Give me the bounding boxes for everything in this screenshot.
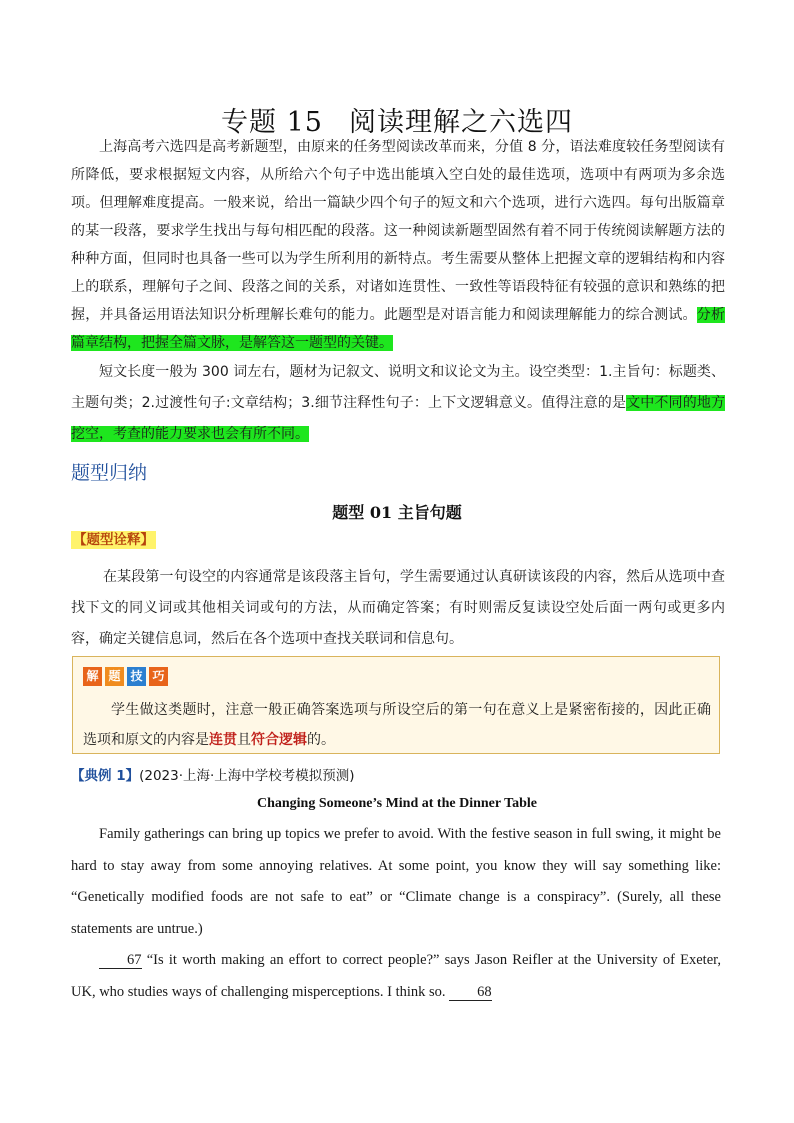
tip-badge-char: 巧 (149, 667, 168, 686)
article-title: Changing Someone’s Mind at the Dinner Table (256, 796, 538, 811)
tip-text-end: 的。 (307, 732, 335, 748)
example-label: 【典例 1】 (71, 768, 140, 784)
tip-text-before: 学生做这类题时，注意一般正确答案选项与所设空后的第一句在意义上是紧密衔接的，因此正确选项和原文的内容是 (83, 702, 711, 748)
length-highlight: 文中不同的地方挖空，考查的能力要求也会有所不同。 (71, 395, 726, 442)
article-paragraph-1: Family gatherings can bring up topics we prefer to avoid. With the festive season in full swing, it might be hard to stay away from some annoying relatives. At some point, you know they will say something like: “Genetically modified foods are not safe to eat” or “Climate change is a conspiracy”. (Surely, all these statements are untrue.) (71, 826, 721, 937)
type-explain-tag: 【题型诠释】 (73, 532, 154, 548)
type-title: 题型 01 主旨句题 (332, 503, 462, 522)
tip-badge-char: 技 (127, 667, 146, 686)
tip-text-mid: 且 (237, 732, 251, 748)
tip-red-logical: 符合逻辑 (251, 732, 307, 748)
intro-highlight: 分析篇章结构，把握全篇文脉，是解答这一题型的关键。 (71, 307, 726, 351)
answer-blank-68[interactable]: 68 (449, 984, 492, 1001)
intro-paragraph (71, 133, 725, 357)
title-part1: 专题 15 (221, 107, 323, 138)
example-source: (2023·上海·上海中学校考模拟预测) (139, 768, 355, 784)
example-line (71, 764, 355, 784)
article-paragraph-2 (71, 945, 721, 1008)
title-part2: 阅读理解之六选四 (348, 107, 573, 138)
tip-box (72, 656, 720, 754)
tip-badge-char: 解 (83, 667, 102, 686)
answer-blank-67[interactable]: 67 (99, 952, 142, 969)
length-paragraph (71, 357, 725, 450)
length-text: 短文长度一般为 300 词左右，题材为记叙文、说明文和议论文为主。设空类型：1.主旨句：标题类、主题句类；2.过渡性句子:文章结构；3.细节注释性句子：上下文逻辑意义。值得注意的是 (71, 364, 725, 411)
explain-paragraph: 在某段第一句设空的内容通常是该段落主旨句，学生需要通过认真研读该段的内容，然后从选项中查找下文的同义词或其他相关词或句的方法，从而确定答案；有时则需反复读设空处后面一两句或更多内容，确定关键信息词，然后在各个选项中查找关联词和信息句。 (71, 569, 725, 647)
tip-red-coherent: 连贯 (209, 732, 237, 748)
tip-badge (83, 667, 168, 686)
tip-text (83, 695, 711, 755)
article-paragraph-2-text: “Is it worth making an effort to correct people?” says Jason Reifler at the University of Exeter, UK, who studies ways of challenging misperceptions. I think so. (71, 952, 722, 1000)
section-heading: 题型归纳 (71, 462, 148, 484)
tip-badge-char: 题 (105, 667, 124, 686)
intro-text: 上海高考六选四是高考新题型，由原来的任务型阅读改革而来，分值 8 分，语法难度较任务型阅读有所降低，要求根据短文内容，从所给六个句子中选出能填入空白处的最佳选项，选项中有两项为多余选项。但理解难度提高。一般来说，给出一篇缺少四个句子的短文和六个选项，进行六选四。每句出版篇章的某一段落，要求学生找出与每句相匹配的段落。这一种阅读新题型固然有着不同于传统阅读解题方法的种种方面，但同时也具备一些可以为学生所利用的新特点。考生需要从整体上把握文章的逻辑结构和内容上的联系，理解句子之间、段落之间的关系，对诸如连贯性、一致性等语段特征有较强的意识和熟练的把握，并具备运用语法知识分析理解长难句的能力。此题型是对语言能力和阅读理解能力的综合测试。 (71, 139, 725, 323)
